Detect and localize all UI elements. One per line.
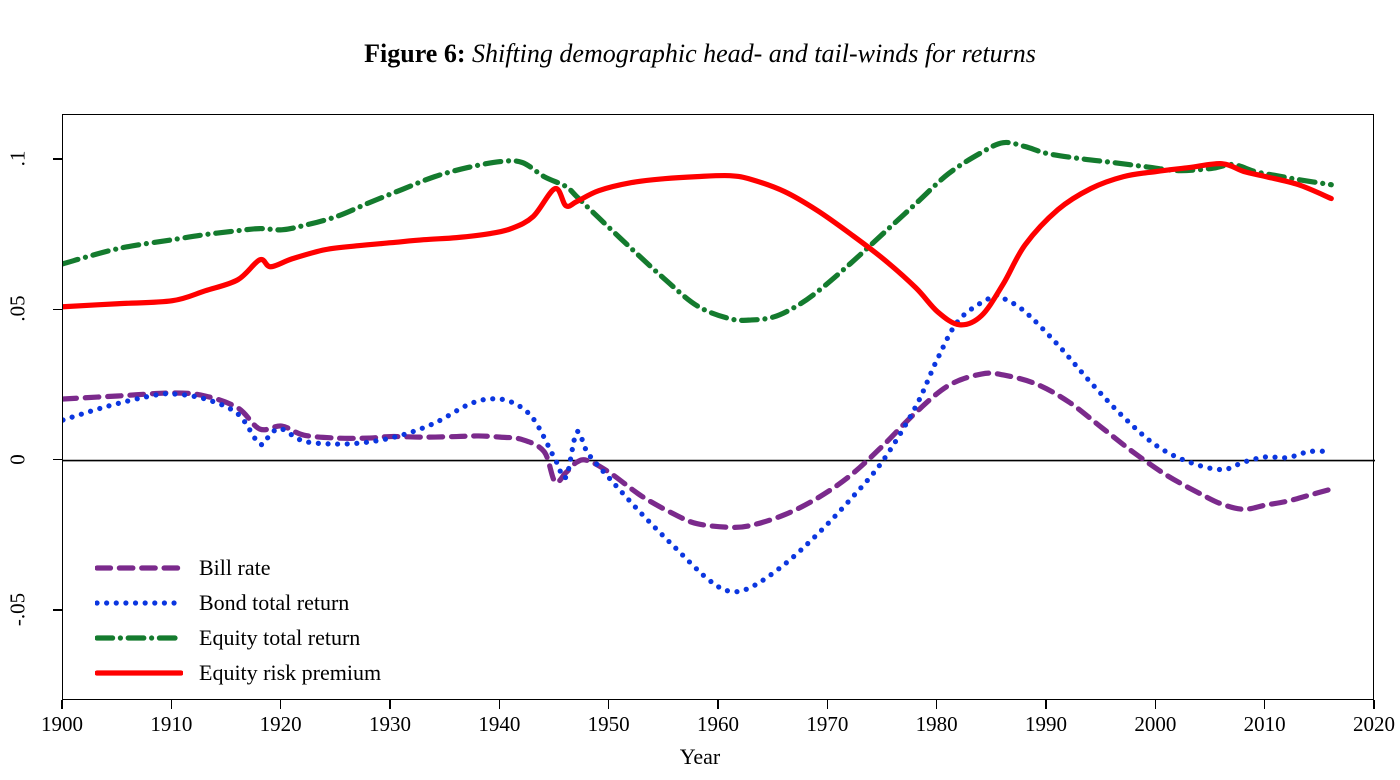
x-tick-mark <box>61 700 63 709</box>
x-tick-label: 1940 <box>478 712 521 736</box>
x-tick-label: 2020 <box>1353 712 1395 736</box>
x-tick-label: 1930 <box>369 712 411 736</box>
x-tick-label: 1950 <box>587 712 630 736</box>
x-tick-mark <box>1373 700 1375 709</box>
legend-swatch-equity-risk-premium <box>95 665 183 681</box>
series-line-equity-total-return <box>63 142 1331 320</box>
x-tick-label: 1970 <box>806 712 849 736</box>
figure-caption: Shifting demographic head- and tail-winds for returns <box>472 39 1036 68</box>
figure-title <box>0 38 1400 69</box>
y-tick-mark <box>53 158 62 160</box>
y-tick-mark <box>53 609 62 611</box>
y-tick-label: 0 <box>5 453 30 465</box>
legend-item <box>95 655 475 690</box>
legend-label: Bill rate <box>199 554 271 580</box>
legend-item <box>95 550 475 585</box>
x-tick-mark <box>936 700 938 709</box>
y-tick-label: -.05 <box>5 592 30 626</box>
x-tick-label: 2000 <box>1134 712 1177 736</box>
x-tick-label: 2010 <box>1243 712 1286 736</box>
series-line-bill-rate <box>63 373 1331 527</box>
x-tick-mark <box>717 700 719 709</box>
x-tick-mark <box>1264 700 1266 709</box>
x-axis-title: Year <box>679 744 721 769</box>
figure-number: Figure 6: <box>364 39 466 68</box>
x-tick-mark <box>280 700 282 709</box>
x-tick-label: 1990 <box>1025 712 1067 736</box>
x-tick-mark <box>389 700 391 709</box>
series-line-bond-total-return <box>63 295 1331 592</box>
y-tick-label: .05 <box>5 295 30 322</box>
legend-label: Bond total return <box>199 589 350 615</box>
x-tick-label: 1900 <box>41 712 83 736</box>
x-tick-label: 1960 <box>697 712 739 736</box>
x-tick-mark <box>608 700 610 709</box>
x-tick-mark <box>827 700 829 709</box>
series-line-equity-risk-premium <box>63 164 1331 325</box>
chart-legend <box>95 550 475 690</box>
x-tick-mark <box>1045 700 1047 709</box>
legend-swatch-bond-total-return <box>95 595 183 611</box>
x-tick-mark <box>499 700 501 709</box>
legend-item <box>95 620 475 655</box>
legend-item <box>95 585 475 620</box>
legend-label: Equity total return <box>199 624 361 650</box>
legend-swatch-equity-total-return <box>95 630 183 646</box>
legend-label: Equity risk premium <box>199 659 382 685</box>
x-tick-label: 1910 <box>150 712 193 736</box>
x-tick-mark <box>1155 700 1157 709</box>
legend-swatch-bill-rate <box>95 560 183 576</box>
x-tick-label: 1920 <box>259 712 302 736</box>
y-tick-label: .1 <box>5 150 30 167</box>
y-tick-mark <box>53 459 62 461</box>
x-tick-label: 1980 <box>915 712 958 736</box>
x-tick-mark <box>171 700 173 709</box>
y-tick-mark <box>53 309 62 311</box>
